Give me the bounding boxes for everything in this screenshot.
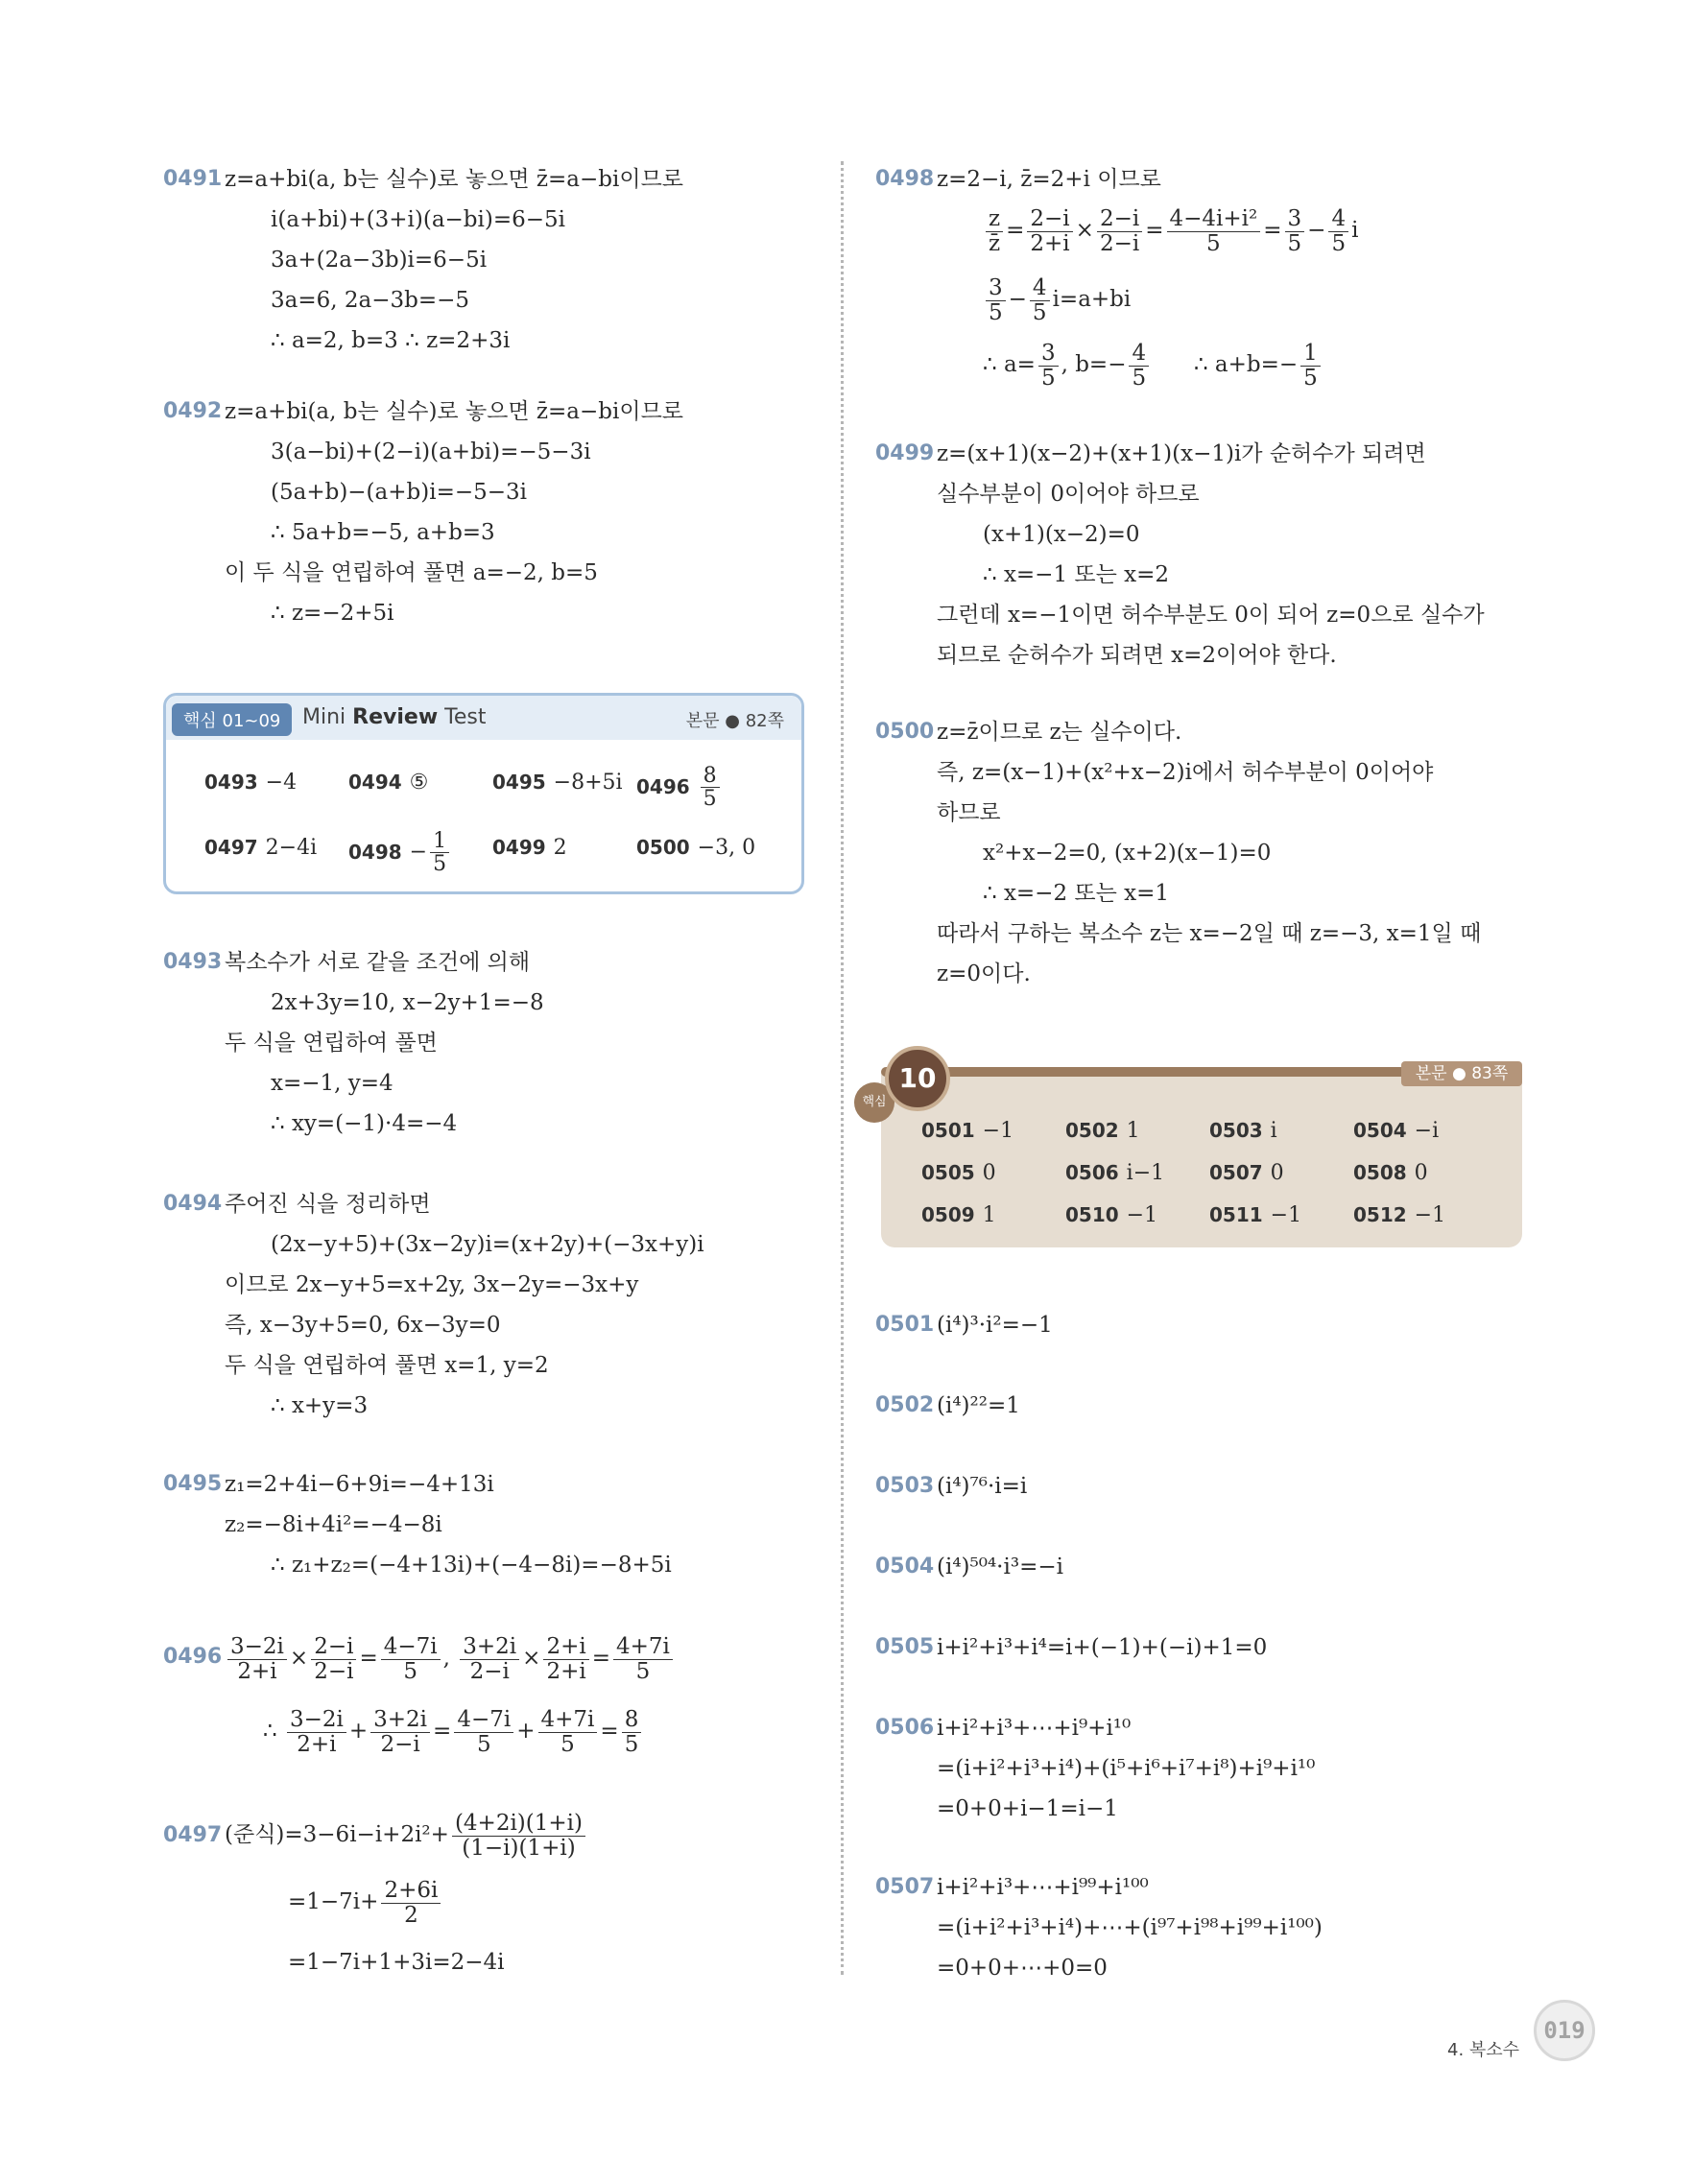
problem-number: 0505 <box>875 1635 935 1659</box>
solution-line: 즉, x−3y+5=0, 6x−3y=0 <box>225 1313 501 1338</box>
solution-line: ∴ 5a+b=−5, a+b=3 <box>271 520 495 545</box>
solution-line: =0+0+i−1=i−1 <box>937 1796 1118 1821</box>
solution-line: 3a=6, 2a−3b=−5 <box>271 288 470 313</box>
solution-line: z=a+bi(a, b는 실수)로 놓으면 z̄=a−bi이므로 <box>225 167 684 192</box>
page-number: 019 <box>1534 2000 1595 2061</box>
problem-number: 0495 <box>163 1472 223 1496</box>
solution-line: $\frac{3}{5}$ − $\frac{4}{5}$ i=a+bi <box>983 273 1131 326</box>
solution-line: (i⁴)³·i²=−1 <box>937 1313 1053 1338</box>
solution-line: 되므로 순허수가 되려면 x=2이어야 한다. <box>937 643 1337 668</box>
solution-line: z=0이다. <box>937 961 1031 986</box>
solution-line: =1−7i+1+3i=2−4i <box>288 1950 505 1975</box>
problem-number: 0492 <box>163 399 223 423</box>
solution-line: =(i+i²+i³+i⁴)+(i⁵+i⁶+i⁷+i⁸)+i⁹+i¹⁰ <box>937 1756 1316 1781</box>
solution-line: z=(x+1)(x−2)+(x+1)(x−1)i가 순허수가 되려면 <box>937 441 1426 466</box>
solution-line: x²+x−2=0, (x+2)(x−1)=0 <box>983 841 1272 866</box>
problem-number: 0503 <box>875 1474 935 1498</box>
solution-line: 즉, z=(x−1)+(x²+x−2)i에서 허수부분이 0이어야 <box>937 760 1434 785</box>
problem-number: 0496 <box>163 1645 223 1669</box>
solution-line: 실수부분이 0이어야 하므로 <box>937 482 1200 507</box>
solution-line: (2x−y+5)+(3x−2y)i=(x+2y)+(−3x+y)i <box>271 1232 704 1257</box>
solution-line: 두 식을 연립하여 풀면 <box>225 1031 438 1056</box>
solution-line: 3a+(2a−3b)i=6−5i <box>271 248 488 273</box>
solution-line: 이 두 식을 연립하여 풀면 a=−2, b=5 <box>225 560 598 585</box>
mini-review-box <box>163 693 804 894</box>
answer-item: 0503 i <box>1209 1119 1277 1143</box>
problem-number: 0499 <box>875 441 935 465</box>
answer-item: 0512 −1 <box>1353 1203 1446 1227</box>
solution-line: =0+0+⋯+0=0 <box>937 1956 1108 1981</box>
solution-line: 복소수가 서로 같을 조건에 의해 <box>225 950 531 975</box>
problem-number: 0501 <box>875 1313 935 1337</box>
solution-line: (i⁴)²²=1 <box>937 1393 1020 1418</box>
solution-line: ∴ a=2, b=3 ∴ z=2+3i <box>271 328 511 353</box>
answer-item: 0510 −1 <box>1065 1203 1158 1227</box>
solution-line: 주어진 식을 정리하면 <box>225 1192 431 1217</box>
solution-line: ∴ xy=(−1)·4=−4 <box>271 1111 458 1136</box>
answer-item: 0501 −1 <box>921 1119 1014 1143</box>
solution-line: i+i²+i³+⋯+i⁹⁹+i¹⁰⁰ <box>937 1875 1149 1900</box>
solution-line: 두 식을 연립하여 풀면 x=1, y=2 <box>225 1353 549 1378</box>
solution-line: 2x+3y=10, x−2y+1=−8 <box>271 990 544 1015</box>
mini-review-title: Mini Review Test <box>302 705 487 729</box>
solution-line: ∴ a= $\frac{3}{5}$ , b=− $\frac{4}{5}$ ∴ a+b=− $\frac{1}{5}$ <box>983 338 1323 392</box>
solution-line: $\frac{3-2i}{2+i}$ × $\frac{2-i}{2-i}$ = $\frac{4-7i}{5}$ , $\frac{3+2i}{2-i}$ × $\frac{2+i}{2+i}$ = $\frac{4+7i}{5}$ <box>225 1631 676 1685</box>
problem-number: 0500 <box>875 720 935 744</box>
solution-line: 하므로 <box>937 800 1001 825</box>
core-tag: 핵심 <box>854 1082 894 1123</box>
answer-item: 0495 −8+5i <box>492 771 623 795</box>
solution-line: =1−7i+ $\frac{2+6i}{2}$ <box>288 1875 443 1929</box>
core-number-badge: 10 <box>885 1046 950 1111</box>
solution-line: (i⁴)⁵⁰⁴·i³=−i <box>937 1555 1063 1579</box>
solution-line: i+i²+i³+i⁴=i+(−1)+(−i)+1=0 <box>937 1635 1268 1660</box>
mini-review-header <box>166 696 801 740</box>
problem-number: 0507 <box>875 1875 935 1899</box>
problem-number: 0494 <box>163 1192 223 1216</box>
mini-review-badge: 핵심 01~09 <box>172 703 292 736</box>
solution-line: 그런데 x=−1이면 허수부분도 0이 되어 z=0으로 실수가 <box>937 603 1485 628</box>
problem-number: 0491 <box>163 167 223 191</box>
problem-number: 0504 <box>875 1555 935 1579</box>
problem-number: 0497 <box>163 1823 223 1847</box>
solution-line: (i⁴)⁷⁶·i=i <box>937 1474 1028 1499</box>
answer-item: 0498 − $\frac{1}{5}$ <box>348 830 452 875</box>
solution-line: 따라서 구하는 복소수 z는 x=−2일 때 z=−3, x=1일 때 <box>937 921 1482 946</box>
solution-line: (준식)=3−6i−i+2i²+ $\frac{(4+2i)(1+i)}{(1-i)(1+i)}$ <box>225 1808 588 1862</box>
answer-item: 0499 2 <box>492 836 567 860</box>
problem-number: 0506 <box>875 1716 935 1740</box>
page-reference: 본문 ● 82쪽 <box>685 711 784 731</box>
problem-number: 0498 <box>875 167 935 191</box>
answer-item: 0494 ⑤ <box>348 771 429 795</box>
solution-line: =(i+i²+i³+i⁴)+⋯+(i⁹⁷+i⁹⁸+i⁹⁹+i¹⁰⁰) <box>937 1915 1323 1940</box>
answer-item: 0507 0 <box>1209 1161 1284 1185</box>
chapter-label: 4. 복소수 <box>1447 2040 1520 2060</box>
solution-line: (x+1)(x−2)=0 <box>983 522 1140 547</box>
solution-line: ∴ x+y=3 <box>271 1393 369 1418</box>
answer-item: 0497 2−4i <box>204 836 318 860</box>
solution-line: $\frac{z}{z̄}$ = $\frac{2-i}{2+i}$ × $\frac{2-i}{2-i}$ = $\frac{\text{4−4i+i²}}{5}$ = $\frac{3}{5}$ − $\frac{4}{5}$ i <box>983 203 1358 257</box>
solution-line: i+i²+i³+⋯+i⁹+i¹⁰ <box>937 1716 1132 1741</box>
solution-line: ∴ x=−1 또는 x=2 <box>983 562 1170 587</box>
problem-number: 0502 <box>875 1393 935 1417</box>
column-divider <box>841 161 844 1975</box>
page-reference: 본문 ● 83쪽 <box>1401 1061 1522 1086</box>
answer-item: 0496 $\frac{8}{5}$ <box>636 765 723 810</box>
solution-line: ∴ x=−2 또는 x=1 <box>983 881 1170 906</box>
solution-line: ∴ $\frac{3-2i}{2+i}$ + $\frac{3+2i}{2-i}$ = $\frac{4-7i}{5}$ + $\frac{4+7i}{5}$ = $\frac{8}{5}$ <box>263 1704 644 1758</box>
solution-line: 3(a−bi)+(2−i)(a+bi)=−5−3i <box>271 439 591 464</box>
solution-line: z=a+bi(a, b는 실수)로 놓으면 z̄=a−bi이므로 <box>225 399 684 424</box>
solution-line: z=2−i, z̄=2+i 이므로 <box>937 167 1161 192</box>
answer-item: 0504 −i <box>1353 1119 1440 1143</box>
core-answer-box <box>881 1073 1522 1247</box>
answer-item: 0502 1 <box>1065 1119 1140 1143</box>
solution-line: z=z̄이므로 z는 실수이다. <box>937 720 1182 745</box>
answer-item: 0508 0 <box>1353 1161 1428 1185</box>
problem-number: 0493 <box>163 950 223 974</box>
answer-item: 0509 1 <box>921 1203 996 1227</box>
answer-item: 0511 −1 <box>1209 1203 1302 1227</box>
solution-line: x=−1, y=4 <box>271 1071 393 1096</box>
solution-line: i(a+bi)+(3+i)(a−bi)=6−5i <box>271 207 566 232</box>
solution-line: (5a+b)−(a+b)i=−5−3i <box>271 480 528 505</box>
answer-item: 0500 −3, 0 <box>636 836 756 860</box>
solution-line: 이므로 2x−y+5=x+2y, 3x−2y=−3x+y <box>225 1272 639 1297</box>
solution-line: ∴ z=−2+5i <box>271 601 394 626</box>
answer-item: 0493 −4 <box>204 771 298 795</box>
answer-item: 0506 i−1 <box>1065 1161 1165 1185</box>
solution-line: z₂=−8i+4i²=−4−8i <box>225 1512 442 1537</box>
solution-line: z₁=2+4i−6+9i=−4+13i <box>225 1472 494 1497</box>
solution-line: ∴ z₁+z₂=(−4+13i)+(−4−8i)=−8+5i <box>271 1553 672 1578</box>
answer-item: 0505 0 <box>921 1161 996 1185</box>
